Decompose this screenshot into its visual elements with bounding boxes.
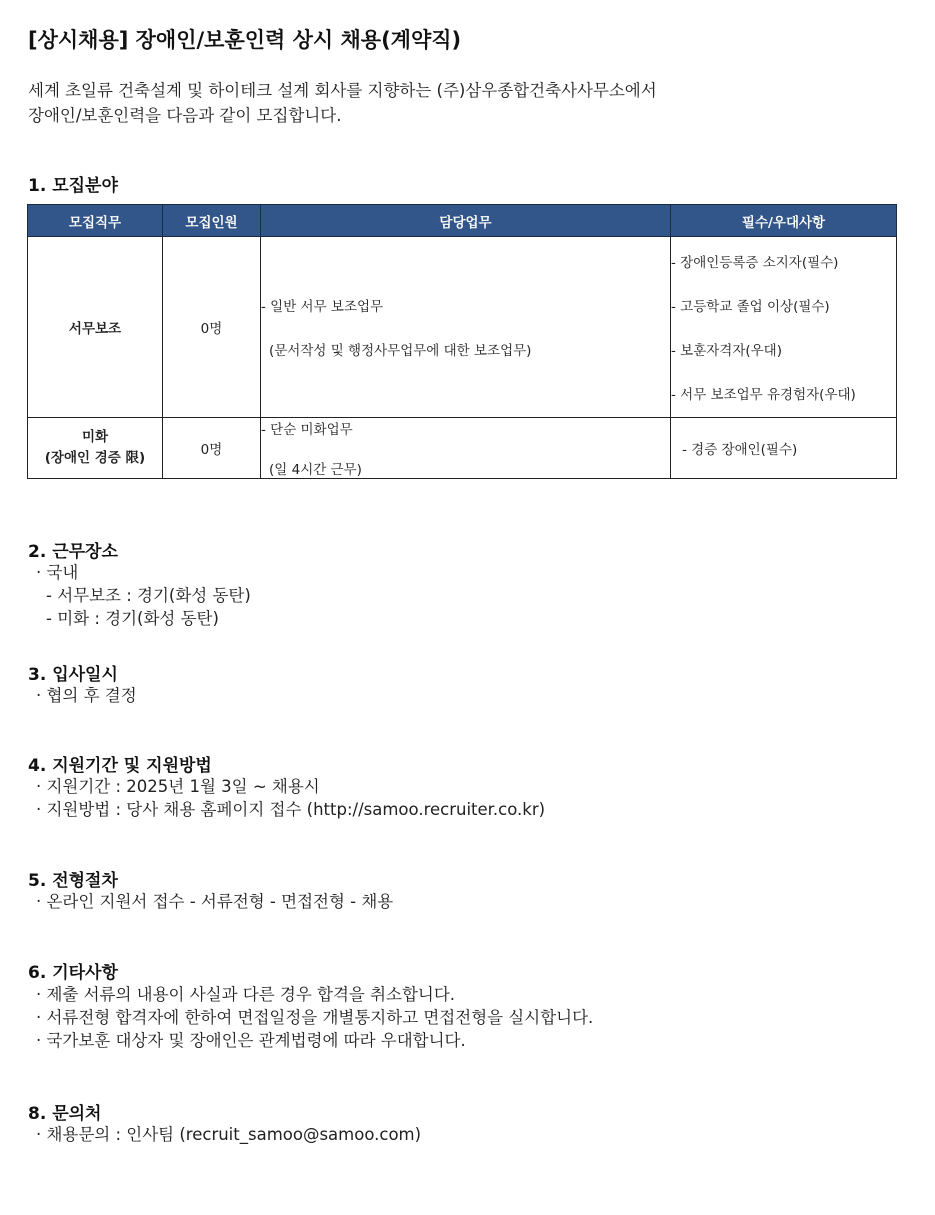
application-body <box>36 775 545 821</box>
selection-process-body <box>36 890 393 913</box>
intro-line: 세계 초일류 건축설계 및 하이테크 설계 회사를 지향하는 (주)삼우종합건축사사무소에서 <box>28 81 657 100</box>
requirement-line: - 경증 장애인(필수) <box>682 442 798 458</box>
start-date-line: · 협의 후 결정 <box>36 686 137 705</box>
job-note: (장애인 경증 限) <box>44 450 146 466</box>
table-row <box>28 237 897 418</box>
job-name: 서무보조 <box>68 321 122 337</box>
requirement-line: - 보훈자격자(우대) <box>671 343 782 359</box>
job-cell <box>28 418 163 479</box>
process-line: · 온라인 지원서 접수 - 서류전형 - 면접전형 - 채용 <box>36 892 394 911</box>
section-heading-start-date: 3. 입사일시 <box>28 665 118 685</box>
contact-body <box>36 1123 421 1146</box>
location-line: - 미화 : 경기(화성 동탄) <box>46 609 219 628</box>
table-header-cell: 모집직무 <box>28 205 163 237</box>
location-line: - 서무보조 : 경기(화성 동탄) <box>46 586 251 605</box>
intro-paragraph <box>28 78 657 128</box>
section-heading-recruit-field: 1. 모집분야 <box>28 176 118 196</box>
application-line: · 지원기간 : 2025년 1월 3일 ~ 채용시 <box>36 777 320 796</box>
note-line: · 서류전형 합격자에 한하여 면접일정을 개별통지하고 면접전형을 실시합니다. <box>36 1008 594 1027</box>
section-heading-work-location: 2. 근무장소 <box>28 542 118 562</box>
recruit-field-table <box>27 204 897 479</box>
table-header-cell: 담당업무 <box>261 205 671 237</box>
section-heading-selection-process: 5. 전형절차 <box>28 871 118 891</box>
contact-line: · 채용문의 : 인사팀 (recruit_samoo@samoo.com) <box>36 1125 422 1144</box>
table-header-cell: 필수/우대사항 <box>671 205 897 237</box>
work-location-body <box>36 561 251 630</box>
table-header-row <box>28 205 897 237</box>
other-notes-body <box>36 983 593 1052</box>
duty-cell <box>261 418 671 479</box>
duty-line: (문서작성 및 행정사무업무에 대한 보조업무) <box>269 343 532 359</box>
page-title: [상시채용] 장애인/보훈인력 상시 채용(계약직) <box>28 28 462 52</box>
duty-line: - 일반 서무 보조업무 <box>261 299 384 315</box>
location-line: · 국내 <box>36 563 79 582</box>
requirement-cell <box>671 418 897 479</box>
note-line: · 국가보훈 대상자 및 장애인은 관계법령에 따라 우대합니다. <box>36 1031 466 1050</box>
count-cell: 0명 <box>163 237 261 418</box>
table-row <box>28 418 897 479</box>
count-cell: 0명 <box>163 418 261 479</box>
requirement-line: - 서무 보조업무 유경험자(우대) <box>671 387 856 403</box>
requirement-line: - 장애인등록증 소지자(필수) <box>671 255 839 271</box>
section-heading-application: 4. 지원기간 및 지원방법 <box>28 756 212 776</box>
intro-line: 장애인/보훈인력을 다음과 같이 모집합니다. <box>28 106 342 125</box>
section-heading-other-notes: 6. 기타사항 <box>28 963 118 983</box>
duty-line: - 단순 미화업무 <box>261 422 353 438</box>
requirement-cell <box>671 237 897 418</box>
application-line: · 지원방법 : 당사 채용 홈페이지 접수 (http://samoo.recruiter.co.kr) <box>36 800 546 819</box>
section-heading-contact: 8. 문의처 <box>28 1104 102 1124</box>
note-line: · 제출 서류의 내용이 사실과 다른 경우 합격을 취소합니다. <box>36 985 456 1004</box>
job-name: 미화 <box>81 429 109 445</box>
start-date-body <box>36 684 137 707</box>
table-header-cell: 모집인원 <box>163 205 261 237</box>
duty-cell <box>261 237 671 418</box>
requirement-line: - 고등학교 졸업 이상(필수) <box>671 299 830 315</box>
job-cell <box>28 237 163 418</box>
duty-line: (일 4시간 근무) <box>269 462 362 478</box>
